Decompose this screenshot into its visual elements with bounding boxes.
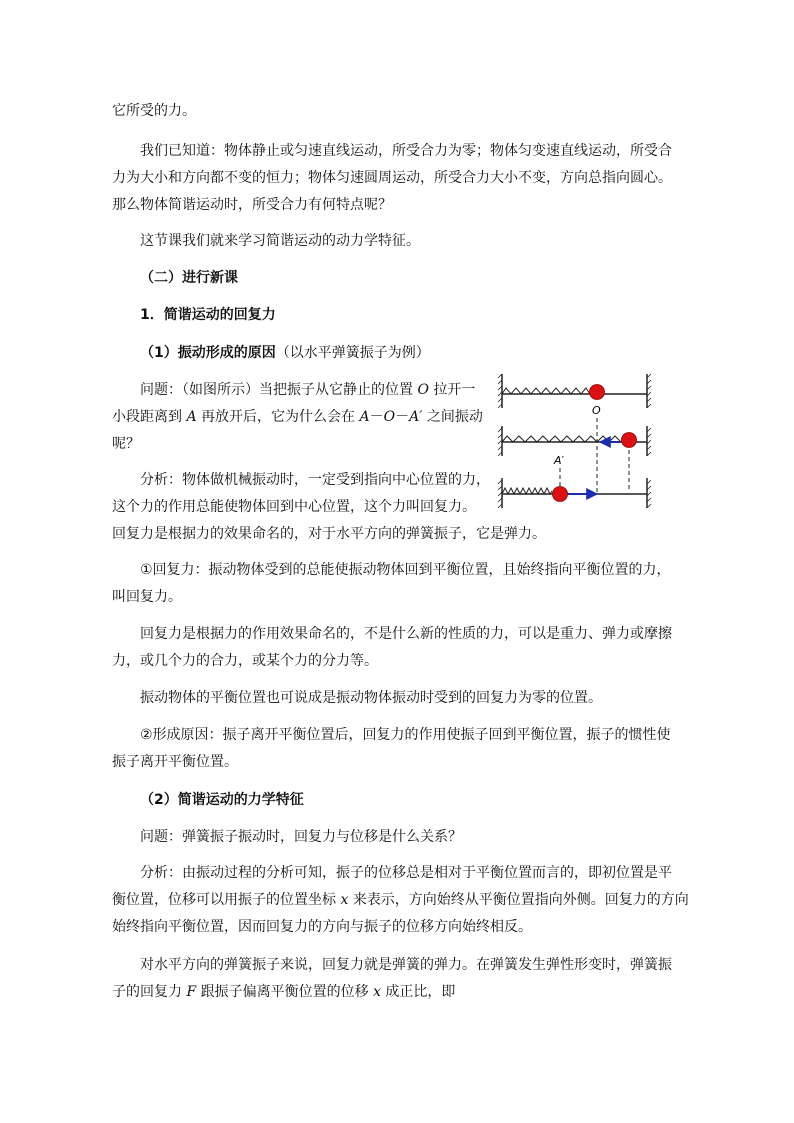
paragraph-line: [112, 407, 483, 427]
text-span: 衡位置，位移可以用振子的位置坐标: [112, 892, 341, 908]
subsection-heading: （2）简谐运动的力学特征: [140, 792, 304, 808]
oscillator-ball: [622, 433, 637, 448]
math-symbol: F: [186, 984, 197, 1000]
subsection-heading-title: （1）振动形成的原因: [140, 345, 276, 361]
text-span: 小段距离到: [112, 409, 187, 425]
paragraph-line: 振子离开平衡位置。: [112, 754, 238, 770]
spring-row-compressed: [498, 478, 651, 508]
paragraph-line: 这节课我们就来学习简谐运动的动力学特征。: [140, 233, 420, 249]
math-symbol: x: [340, 892, 349, 908]
paragraph-line: 那么物体简谐运动时，所受合力有何特点呢？: [112, 197, 392, 213]
paragraph-line: 对水平方向的弹簧振子来说，回复力就是弹簧的弹力。在弹簧发生弹性形变时，弹簧振: [140, 957, 672, 973]
spring-row-stretched: [498, 426, 651, 467]
paragraph-line: 分析：由振动过程的分析可知，振子的位移总是相对于平衡位置而言的，即初位置是平: [140, 865, 672, 881]
paragraph-line: [112, 982, 455, 1002]
paragraph-line: 振动物体的平衡位置也可说成是振动物体振动时受到的回复力为零的位置。: [140, 690, 602, 706]
paragraph-line: 分析：物体做机械振动时，一定受到指向中心位置的力，: [140, 472, 490, 488]
label-a-prime: A′: [554, 454, 565, 467]
text-span: 跟振子偏离平衡位置的位移: [196, 984, 374, 1000]
math-symbol: A′: [409, 409, 423, 425]
text-span: 成正比，即: [380, 984, 456, 1000]
paragraph-line: 回复力是根据力的效果命名的，对于水平方向的弹簧振子，它是弹力。: [112, 526, 546, 542]
paragraph-line: 始终指向平衡位置，因而回复力的方向与振子的位移方向始终相反。: [112, 919, 532, 935]
spring-coil: [502, 488, 552, 494]
text-span: 再放开后，它为什么会在: [196, 409, 360, 425]
math-symbol: A: [186, 409, 197, 425]
text-span: 拉开一: [428, 382, 476, 398]
math-symbol: x: [373, 984, 381, 1000]
spring-row-equilibrium: [498, 374, 651, 417]
label-o: O: [592, 404, 601, 417]
paragraph-line: 力为大小和方向都不变的恒力；物体匀速圆周运动，所受合力大小不变，方向总指向圆心。: [112, 170, 672, 186]
paragraph-line: 它所受的力。: [112, 103, 196, 119]
paragraph-line: [140, 380, 475, 400]
paragraph-line: 力，或几个力的合力，或某个力的分力等。: [112, 653, 378, 669]
paragraph-line: ①回复力：振动物体受到的总能使振动物体回到平衡位置，且始终指向平衡位置的力，: [140, 562, 671, 578]
paragraph-line: 呢？: [112, 436, 140, 452]
text-span: 来表示，方向始终从平衡位置指向外侧。回复力的方向: [348, 892, 689, 908]
paragraph-line: 我们已知道：物体静止或匀速直线运动，所受合力为零；物体匀变速直线运动，所受合: [140, 143, 672, 159]
oscillator-ball: [553, 487, 568, 502]
paragraph-line: 这个力的作用总能使物体回到中心位置，这个力叫回复力。: [112, 499, 476, 515]
text-span: －: [395, 409, 410, 425]
text-span: 之间振动: [422, 409, 483, 425]
oscillator-ball: [590, 385, 605, 400]
subsection-heading-note: （以水平弹簧振子为例）: [275, 345, 430, 361]
section-heading: 1．简谐运动的回复力: [140, 307, 276, 323]
paragraph-line: 问题：弹簧振子振动时，回复力与位移是什么关系？: [140, 829, 462, 845]
spring-coil: [502, 388, 590, 394]
text-span: 子的回复力: [112, 984, 187, 1000]
section-heading: （二）进行新课: [140, 270, 238, 286]
math-symbol: O: [417, 382, 429, 398]
paragraph-line: 叫回复力。: [112, 589, 182, 605]
math-symbol: O: [383, 409, 396, 425]
text-span: 问题：（如图所示）当把振子从它静止的位置: [140, 382, 418, 398]
math-symbol: A: [359, 409, 370, 425]
spring-oscillator-figure: [496, 370, 656, 512]
subsection-heading: [140, 343, 430, 363]
paragraph-line: ②形成原因：振子离开平衡位置后，回复力的作用使振子回到平衡位置，振子的惯性使: [140, 727, 671, 743]
text-span: －: [369, 409, 384, 425]
paragraph-line: 回复力是根据力的作用效果命名的，不是什么新的性质的力，可以是重力、弹力或摩擦: [140, 626, 672, 642]
paragraph-line: [112, 890, 689, 910]
